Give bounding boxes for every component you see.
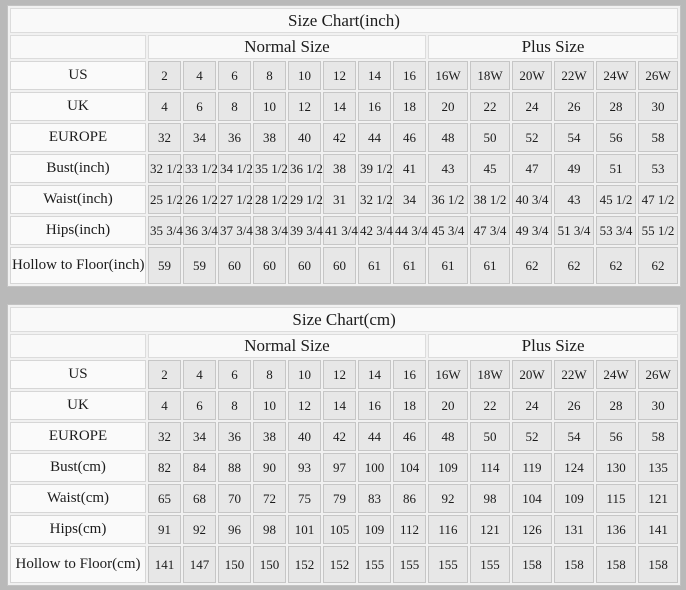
row-label: Waist(cm) xyxy=(10,484,146,513)
size-cell: 48 xyxy=(428,422,468,451)
size-chart-inch-table xyxy=(7,5,681,287)
size-cell: 135 xyxy=(638,453,678,482)
size-cell: 6 xyxy=(218,61,251,90)
size-cell: 22W xyxy=(554,61,594,90)
table-row xyxy=(10,247,678,284)
row-label: Hollow to Floor(inch) xyxy=(10,247,146,284)
size-cell: 10 xyxy=(253,391,286,420)
size-cell: 158 xyxy=(554,546,594,583)
size-cell: 10 xyxy=(288,61,321,90)
size-cell: 62 xyxy=(554,247,594,284)
size-cell: 36 1/2 xyxy=(288,154,321,183)
size-cell: 26W xyxy=(638,61,678,90)
size-cell: 26 xyxy=(554,391,594,420)
size-cell: 150 xyxy=(253,546,286,583)
size-cell: 100 xyxy=(358,453,391,482)
size-cell: 8 xyxy=(253,61,286,90)
group-header-plus-size: Plus Size xyxy=(428,334,678,358)
size-cell: 121 xyxy=(470,515,510,544)
size-cell: 70 xyxy=(218,484,251,513)
size-cell: 32 1/2 xyxy=(358,185,391,214)
size-cell: 155 xyxy=(470,546,510,583)
table-row xyxy=(10,453,678,482)
size-cell: 56 xyxy=(596,123,636,152)
size-cell: 35 3/4 xyxy=(148,216,181,245)
size-cell: 83 xyxy=(358,484,391,513)
size-cell: 61 xyxy=(393,247,426,284)
size-cell: 158 xyxy=(638,546,678,583)
size-cell: 32 1/2 xyxy=(148,154,181,183)
group-header-normal-size: Normal Size xyxy=(148,334,426,358)
table-row xyxy=(10,422,678,451)
size-cell: 51 3/4 xyxy=(554,216,594,245)
size-cell: 124 xyxy=(554,453,594,482)
table-title: Size Chart(inch) xyxy=(10,8,678,33)
size-cell: 61 xyxy=(428,247,468,284)
table-row xyxy=(10,515,678,544)
table-row xyxy=(10,61,678,90)
size-cell: 45 xyxy=(470,154,510,183)
size-cell: 34 xyxy=(183,123,216,152)
row-label: US xyxy=(10,360,146,389)
size-cell: 96 xyxy=(218,515,251,544)
size-cell: 158 xyxy=(512,546,552,583)
size-cell: 50 xyxy=(470,422,510,451)
size-cell: 27 1/2 xyxy=(218,185,251,214)
size-cell: 24 xyxy=(512,92,552,121)
size-cell: 92 xyxy=(183,515,216,544)
size-cell: 30 xyxy=(638,92,678,121)
size-cell: 119 xyxy=(512,453,552,482)
size-cell: 16 xyxy=(358,92,391,121)
table-row xyxy=(10,123,678,152)
size-cell: 92 xyxy=(428,484,468,513)
size-cell: 31 xyxy=(323,185,356,214)
size-cell: 116 xyxy=(428,515,468,544)
size-cell: 32 xyxy=(148,123,181,152)
corner-cell xyxy=(10,35,146,59)
row-label: UK xyxy=(10,92,146,121)
size-cell: 40 3/4 xyxy=(512,185,552,214)
size-cell: 40 xyxy=(288,422,321,451)
row-label: Bust(inch) xyxy=(10,154,146,183)
size-cell: 101 xyxy=(288,515,321,544)
size-cell: 152 xyxy=(288,546,321,583)
size-cell: 45 3/4 xyxy=(428,216,468,245)
size-cell: 35 1/2 xyxy=(253,154,286,183)
size-cell: 39 1/2 xyxy=(358,154,391,183)
size-cell: 43 xyxy=(554,185,594,214)
size-cell: 61 xyxy=(358,247,391,284)
size-cell: 10 xyxy=(253,92,286,121)
row-label: Hips(inch) xyxy=(10,216,146,245)
size-cell: 109 xyxy=(428,453,468,482)
size-cell: 2 xyxy=(148,360,181,389)
row-label: Hollow to Floor(cm) xyxy=(10,546,146,583)
group-header-normal-size: Normal Size xyxy=(148,35,426,59)
size-cell: 65 xyxy=(148,484,181,513)
size-cell: 36 3/4 xyxy=(183,216,216,245)
size-cell: 152 xyxy=(323,546,356,583)
size-cell: 60 xyxy=(218,247,251,284)
size-cell: 30 xyxy=(638,391,678,420)
size-cell: 6 xyxy=(183,391,216,420)
size-cell: 62 xyxy=(638,247,678,284)
size-cell: 72 xyxy=(253,484,286,513)
size-cell: 20 xyxy=(428,92,468,121)
size-cell: 14 xyxy=(358,360,391,389)
size-cell: 6 xyxy=(183,92,216,121)
size-cell: 4 xyxy=(183,360,216,389)
size-cell: 8 xyxy=(218,92,251,121)
size-cell: 109 xyxy=(554,484,594,513)
size-cell: 86 xyxy=(393,484,426,513)
size-cell: 38 xyxy=(253,123,286,152)
size-cell: 4 xyxy=(148,92,181,121)
size-cell: 25 1/2 xyxy=(148,185,181,214)
table-row xyxy=(10,154,678,183)
size-cell: 26W xyxy=(638,360,678,389)
size-cell: 40 xyxy=(288,123,321,152)
size-cell: 130 xyxy=(596,453,636,482)
size-cell: 62 xyxy=(596,247,636,284)
size-cell: 109 xyxy=(358,515,391,544)
size-cell: 46 xyxy=(393,123,426,152)
size-cell: 38 xyxy=(253,422,286,451)
size-cell: 12 xyxy=(323,61,356,90)
size-cell: 150 xyxy=(218,546,251,583)
size-cell: 10 xyxy=(288,360,321,389)
size-cell: 93 xyxy=(288,453,321,482)
size-cell: 26 xyxy=(554,92,594,121)
size-cell: 56 xyxy=(596,422,636,451)
size-cell: 126 xyxy=(512,515,552,544)
table-row xyxy=(10,391,678,420)
size-cell: 141 xyxy=(148,546,181,583)
size-cell: 79 xyxy=(323,484,356,513)
size-cell: 8 xyxy=(218,391,251,420)
size-cell: 68 xyxy=(183,484,216,513)
size-cell: 61 xyxy=(470,247,510,284)
size-cell: 75 xyxy=(288,484,321,513)
size-cell: 60 xyxy=(288,247,321,284)
size-cell: 12 xyxy=(288,391,321,420)
size-cell: 38 xyxy=(323,154,356,183)
size-cell: 4 xyxy=(183,61,216,90)
size-cell: 38 3/4 xyxy=(253,216,286,245)
size-cell: 42 xyxy=(323,422,356,451)
size-cell: 88 xyxy=(218,453,251,482)
size-cell: 36 1/2 xyxy=(428,185,468,214)
size-cell: 82 xyxy=(148,453,181,482)
size-cell: 18W xyxy=(470,360,510,389)
size-cell: 12 xyxy=(323,360,356,389)
size-cell: 6 xyxy=(218,360,251,389)
size-cell: 39 3/4 xyxy=(288,216,321,245)
size-cell: 52 xyxy=(512,422,552,451)
size-cell: 49 3/4 xyxy=(512,216,552,245)
size-cell: 49 xyxy=(554,154,594,183)
size-cell: 36 xyxy=(218,422,251,451)
table-row xyxy=(10,484,678,513)
size-cell: 136 xyxy=(596,515,636,544)
row-label: EUROPE xyxy=(10,123,146,152)
size-cell: 43 xyxy=(428,154,468,183)
size-cell: 16W xyxy=(428,360,468,389)
size-cell: 38 1/2 xyxy=(470,185,510,214)
size-cell: 42 xyxy=(323,123,356,152)
size-cell: 18W xyxy=(470,61,510,90)
size-cell: 18 xyxy=(393,391,426,420)
size-cell: 62 xyxy=(512,247,552,284)
table-row xyxy=(10,216,678,245)
size-cell: 16 xyxy=(393,61,426,90)
size-cell: 53 3/4 xyxy=(596,216,636,245)
size-cell: 158 xyxy=(596,546,636,583)
size-cell: 54 xyxy=(554,422,594,451)
row-label: Bust(cm) xyxy=(10,453,146,482)
size-cell: 115 xyxy=(596,484,636,513)
row-label: Waist(inch) xyxy=(10,185,146,214)
size-cell: 48 xyxy=(428,123,468,152)
size-cell: 22W xyxy=(554,360,594,389)
size-cell: 98 xyxy=(253,515,286,544)
size-cell: 29 1/2 xyxy=(288,185,321,214)
size-cell: 8 xyxy=(253,360,286,389)
row-label: UK xyxy=(10,391,146,420)
size-cell: 58 xyxy=(638,422,678,451)
size-cell: 46 xyxy=(393,422,426,451)
size-cell: 14 xyxy=(323,92,356,121)
size-cell: 16W xyxy=(428,61,468,90)
table-title: Size Chart(cm) xyxy=(10,307,678,332)
size-cell: 141 xyxy=(638,515,678,544)
size-cell: 47 1/2 xyxy=(638,185,678,214)
size-cell: 155 xyxy=(393,546,426,583)
size-cell: 90 xyxy=(253,453,286,482)
size-cell: 32 xyxy=(148,422,181,451)
size-cell: 155 xyxy=(428,546,468,583)
size-cell: 91 xyxy=(148,515,181,544)
size-cell: 14 xyxy=(323,391,356,420)
size-cell: 54 xyxy=(554,123,594,152)
corner-cell xyxy=(10,334,146,358)
size-cell: 112 xyxy=(393,515,426,544)
group-header-plus-size: Plus Size xyxy=(428,35,678,59)
size-cell: 97 xyxy=(323,453,356,482)
size-cell: 104 xyxy=(512,484,552,513)
table-row xyxy=(10,92,678,121)
size-cell: 47 3/4 xyxy=(470,216,510,245)
size-cell: 22 xyxy=(470,391,510,420)
size-cell: 41 xyxy=(393,154,426,183)
size-cell: 155 xyxy=(358,546,391,583)
size-cell: 50 xyxy=(470,123,510,152)
size-cell: 53 xyxy=(638,154,678,183)
size-cell: 104 xyxy=(393,453,426,482)
size-cell: 33 1/2 xyxy=(183,154,216,183)
size-cell: 34 xyxy=(183,422,216,451)
size-cell: 98 xyxy=(470,484,510,513)
table-row xyxy=(10,546,678,583)
size-chart-cm-table xyxy=(7,304,681,586)
row-label: Hips(cm) xyxy=(10,515,146,544)
size-cell: 59 xyxy=(148,247,181,284)
size-cell: 34 1/2 xyxy=(218,154,251,183)
size-cell: 28 xyxy=(596,391,636,420)
size-cell: 59 xyxy=(183,247,216,284)
size-cell: 34 xyxy=(393,185,426,214)
size-cell: 24W xyxy=(596,360,636,389)
size-cell: 2 xyxy=(148,61,181,90)
size-cell: 26 1/2 xyxy=(183,185,216,214)
size-cell: 42 3/4 xyxy=(358,216,391,245)
size-cell: 105 xyxy=(323,515,356,544)
size-cell: 14 xyxy=(358,61,391,90)
size-cell: 37 3/4 xyxy=(218,216,251,245)
size-cell: 28 1/2 xyxy=(253,185,286,214)
size-cell: 28 xyxy=(596,92,636,121)
size-cell: 114 xyxy=(470,453,510,482)
size-cell: 12 xyxy=(288,92,321,121)
size-cell: 20 xyxy=(428,391,468,420)
size-cell: 22 xyxy=(470,92,510,121)
size-cell: 47 xyxy=(512,154,552,183)
size-cell: 24W xyxy=(596,61,636,90)
size-cell: 36 xyxy=(218,123,251,152)
size-cell: 51 xyxy=(596,154,636,183)
size-cell: 58 xyxy=(638,123,678,152)
row-label: US xyxy=(10,61,146,90)
size-cell: 55 1/2 xyxy=(638,216,678,245)
table-row xyxy=(10,185,678,214)
size-cell: 131 xyxy=(554,515,594,544)
size-cell: 44 xyxy=(358,422,391,451)
size-cell: 20W xyxy=(512,61,552,90)
size-cell: 52 xyxy=(512,123,552,152)
size-cell: 4 xyxy=(148,391,181,420)
size-cell: 20W xyxy=(512,360,552,389)
size-cell: 84 xyxy=(183,453,216,482)
size-cell: 147 xyxy=(183,546,216,583)
size-cell: 44 3/4 xyxy=(393,216,426,245)
size-cell: 60 xyxy=(323,247,356,284)
size-cell: 16 xyxy=(358,391,391,420)
size-cell: 60 xyxy=(253,247,286,284)
row-label: EUROPE xyxy=(10,422,146,451)
size-cell: 41 3/4 xyxy=(323,216,356,245)
size-cell: 45 1/2 xyxy=(596,185,636,214)
table-row xyxy=(10,360,678,389)
size-cell: 121 xyxy=(638,484,678,513)
size-cell: 16 xyxy=(393,360,426,389)
size-cell: 44 xyxy=(358,123,391,152)
size-cell: 18 xyxy=(393,92,426,121)
size-cell: 24 xyxy=(512,391,552,420)
